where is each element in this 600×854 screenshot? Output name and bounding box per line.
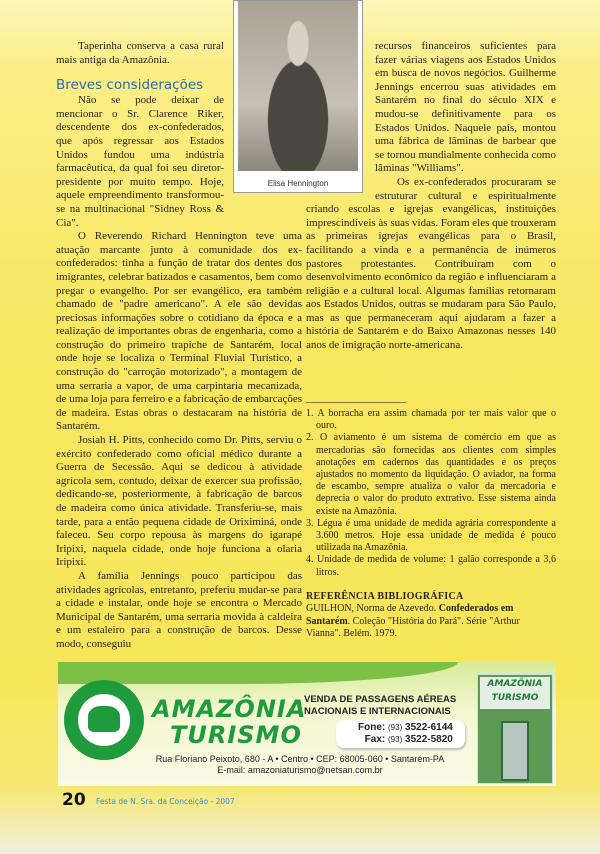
footnote: 1. A borracha era assim chamada por ter mais valor que o ouro. (306, 408, 556, 432)
reference-title: Confederados em Santarém (306, 603, 514, 627)
amazonia-turismo-logo (64, 680, 144, 760)
reference-entry (306, 603, 556, 640)
footnote: 2. O aviamento é um sistema de comércio em que as mercadorias são fornecidas aos clientes com simples anotações em cadernos das quantidades e os preços ajustados no momento da liquidação. O aviador, na forma de escambo, sempre atualiza o valor da mercadoria e deprecia o valor do produto extrativo. Esse sistema ainda existe na Amazônia. (306, 432, 556, 517)
paragraph: Não se pode deixar de mencionar o Sr. Clarence Riker, descendente dos ex-confederados, que após regressar aos Estados Unidos fundou uma indústria farmacêutica, da qual foi seu diretor-presidente por muito tempo. Hoje, aquele empreendimento transformou-se na multinacional "Sidney Ross & Cia". (56, 94, 224, 229)
paragraph: recursos financeiros suficientes para fazer várias viagens aos Estados Unidos em busca de novos negócios. Guilherme Jennings encerrou suas atividades em Santarém no final do século XIX e mudou-se definitivamente para os Estados Unidos. Naquele país, montou uma fábrica de lâminas de barbear que se tornou mundialmente conhecida como lâminas "Williams". (375, 40, 556, 175)
brand-line-2: TURISMO (170, 721, 302, 749)
phone-line: Fone: (93) 3522-6144 (358, 722, 453, 733)
storefront-photo (477, 674, 553, 784)
paragraph: Os ex-confederados procuraram se estruturar cultural e espiritualmente criando escolas e igrejas evangélicas, instituições imprescindíveis às suas vidas. Foram eles que trouxeram as primeiras igrejas evangélicas para o Brasil, facilitando a vinda e a permanência de inúmeros pastores protestantes. Contribuíram com o desenvolvimento econômico da região e influenciaram a religião e a cultural local. Algumas famílias retornaram aos Estados Unidos, outras se mudaram para São Paulo, mas as que permaneceram aqui ajudaram a fazer a história de Santarém e do Baixo Amazonas nesses 140 anos de imigração norte-americana. (306, 175, 556, 352)
paragraph: A família Jennings pouco participou das atividades agrícolas, entretanto, preferiu mudar-se para a cidade e instalar, onde hoje se encontra o Mercado Municipal de Santarém, uma serraria movida à caldeira e um estaleiro para a construção de barcos. Desse modo, conseguiu (56, 569, 302, 650)
reference-author: GUILHON, Norma de Azevedo. (306, 603, 439, 615)
brand-line-1: AMAZÔNIA (152, 695, 307, 723)
sales-line-2: NACIONAIS E INTERNACIONAIS (304, 705, 451, 717)
historical-photo (233, 0, 363, 193)
paragraph: Josiah H. Pitts, conhecido como Dr. Pitts, serviu o exército confederado como oficial médico durante a Guerra de Secessão. Aqui se dedicou à atividade agrícola sem, contudo, deixar de exercer sua profissão, dedicando-se, posteriormente, à fabricação de barcos de madeira como única atividade. Transferiu-se, mais tarde, para a então pequena cidade de Oriximiná, onde faleceu. Seu corpo repousa às margens do igarapé Iripixi, naquela cidade, onde hoje funciona a olaria Iripixi. (56, 434, 302, 569)
bibliographic-reference (306, 591, 556, 641)
advertisement-banner (58, 662, 556, 786)
sales-line-1: VENDA DE PASSAGENS AÉREAS (304, 694, 457, 705)
footnotes (306, 402, 556, 579)
section-heading: Breves considerações (56, 77, 204, 94)
store-sign: AMAZÔNIA TURISMO (480, 677, 550, 709)
page-number: 20 (62, 790, 86, 810)
ad-green-band (58, 662, 458, 684)
contact-phones (336, 720, 465, 748)
paragraph: O Reverendo Richard Hennington teve uma atuação marcante junto à comunidade dos ex-confederados: tinha a função de tratar dos dentes dos imigrantes, celebrar batizados e casamentos, bem como pregar o evangelho. Por ser evangélico, era também chamado de "padre americano". A ele são devidas preciosas informações sobre o cotidiano da época e a realização de importantes obras de engenharia, como a construção do primeiro trapiche de Santarém, local onde hoje se localiza o Terminal Fluvial Turístico, a construção do "carroção motorizado", a montagem de uma serraria a vapor, de uma carpintaria mecanizada, de uma loja para ferreiro e a fabricação de embarcações de madeira. Estas obras o destacaram na história de Santarém. (56, 230, 302, 433)
reference-heading: REFERÊNCIA BIBLIOGRÁFICA (306, 590, 464, 602)
publication-footer: Festa de N. Sra. da Conceição - 2007 (96, 797, 235, 806)
footnote: 3. Légua é uma unidade de medida agrária correspondente a 3.600 metros. Hoje essa unidade de medida é pouco utilizada na Amazônia. (306, 517, 556, 554)
reference-details: . Coleção "História do Pará". Série "Arthur Vianna". Belém. 1979. (306, 615, 520, 640)
intro-paragraph: Taperinha conserva a casa rural mais antiga da Amazônia. (56, 40, 224, 66)
footnote: 4. Unidade de medida de volume: 1 galão corresponde a 3,6 litros. (306, 554, 556, 578)
sales-tagline (304, 694, 456, 717)
photo-caption: Elisa Hennington (267, 179, 329, 188)
photo-image (238, 1, 358, 171)
brand-wordmark (152, 696, 306, 748)
fax-line: Fax: (93) 3522-5820 (364, 734, 453, 745)
footnote-rule (306, 402, 406, 403)
frog-icon (88, 706, 120, 732)
store-door (501, 721, 529, 781)
email-address: E-mail: amazoniaturismo@netsan.com.br (217, 765, 383, 775)
street-address: Rua Floriano Peixoto, 680 - A • Centro • CEP: 68005-060 • Santarém-PA (155, 754, 445, 764)
ad-address (128, 754, 472, 776)
back-matter (306, 402, 556, 640)
